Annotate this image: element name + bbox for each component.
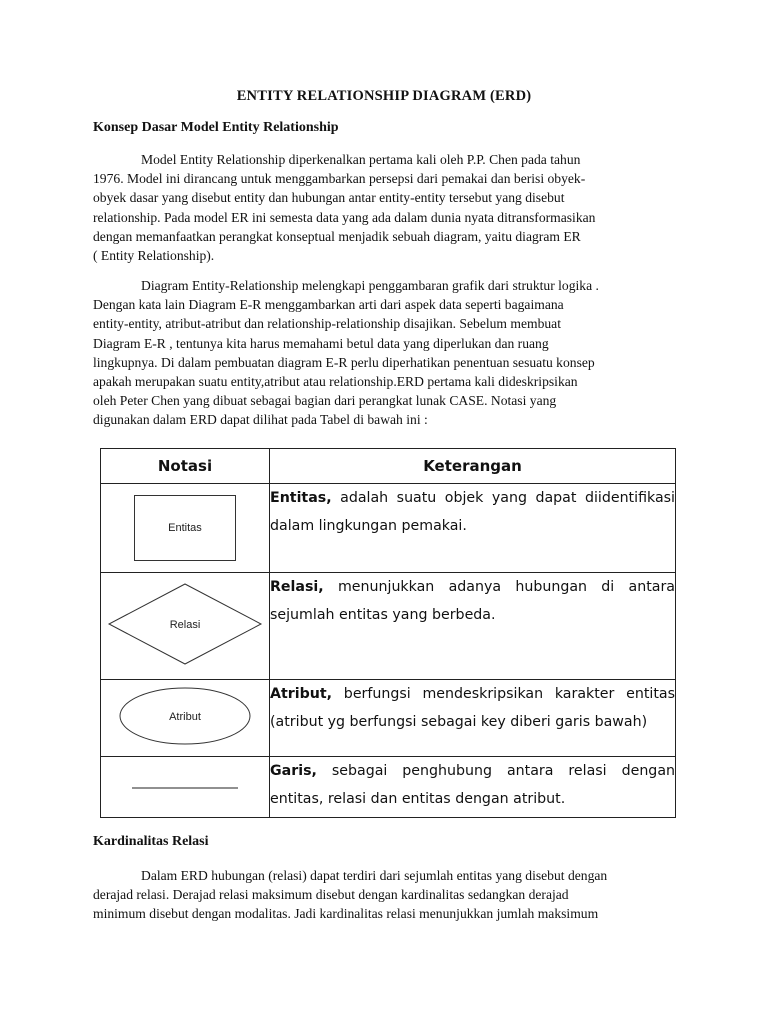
- paragraph-line: Diagram Entity-Relationship melengkapi penggambaran grafik dari struktur logika .: [141, 278, 599, 293]
- paragraph-line: ( Entity Relationship).: [93, 248, 215, 264]
- header-notasi: Notasi: [101, 449, 270, 484]
- term-relasi: Relasi,: [270, 579, 324, 595]
- table-header-row: [101, 449, 676, 484]
- paragraph-line: oleh Peter Chen yang dibuat sebagai bagian dari perangkat lunak CASE. Notasi yang: [93, 393, 557, 409]
- term-atribut: Atribut,: [270, 686, 333, 702]
- document-title: ENTITY RELATIONSHIP DIAGRAM (ERD): [236, 88, 532, 104]
- description-text: berfungsi mendeskripsikan karakter entitas (atribut yg berfungsi sebagai key diberi garis bawah): [270, 686, 675, 730]
- table-row: [101, 757, 676, 818]
- paragraph-3: [93, 866, 679, 924]
- paragraph-line: digunakan dalam ERD dapat dilihat pada Tabel di bawah ini :: [93, 412, 428, 428]
- paragraph-line: lingkupnya. Di dalam pembuatan diagram E-R perlu diperhatikan penentuan sesuatu konsep: [93, 354, 595, 370]
- paragraph-2: [93, 276, 679, 430]
- entity-rectangle-symbol: Entitas: [134, 495, 236, 561]
- paragraph-line: 1976. Model ini dirancang untuk menggambarkan persepsi dari pemakai dan berisi obyek-: [93, 171, 586, 187]
- symbol-cell: [101, 484, 270, 573]
- header-keterangan: Keterangan: [270, 449, 676, 484]
- paragraph-line: relationship. Pada model ER ini semesta data yang ada dalam dunia nyata ditransformasikan: [93, 209, 596, 225]
- attribute-ellipse-symbol: [118, 686, 252, 746]
- notation-table: [100, 448, 676, 818]
- paragraph-line: entity-entity, atribut-atribut dan relationship-relationship disajikan. Sebelum membuat: [93, 316, 561, 332]
- symbol-cell: [101, 757, 270, 818]
- section-heading-konsep: Konsep Dasar Model Entity Relationship: [93, 120, 339, 135]
- paragraph-line: Diagram E-R , tentunya kita harus memahami betul data yang diperlukan dan ruang: [93, 335, 549, 351]
- description-text: menunjukkan adanya hubungan di antara sejumlah entitas yang berbeda.: [270, 579, 675, 623]
- section-heading-kardinalitas: Kardinalitas Relasi: [93, 834, 209, 849]
- description-cell: [270, 484, 676, 573]
- paragraph-line: Dengan kata lain Diagram E-R menggambarkan arti dari aspek data seperti bagaimana: [93, 297, 564, 313]
- ellipse-label: Atribut: [169, 711, 201, 723]
- paragraph-line: apakah merupakan suatu entity,atribut atau relationship.ERD pertama kali dideskripsikan: [93, 374, 578, 390]
- paragraph-1: [93, 150, 679, 265]
- paragraph-line: Dalam ERD hubungan (relasi) dapat terdiri dari sejumlah entitas yang disebut dengan: [141, 868, 608, 883]
- description-cell: [270, 680, 676, 757]
- relation-diamond-symbol: [107, 582, 263, 666]
- paragraph-line: minimum disebut dengan modalitas. Jadi kardinalitas relasi menunjukkan jumlah maksimum: [93, 906, 599, 922]
- line-symbol: [130, 783, 240, 793]
- description-text: sebagai penghubung antara relasi dengan entitas, relasi dan entitas dengan atribut.: [270, 763, 675, 807]
- table-row: [101, 484, 676, 573]
- table-row: [101, 573, 676, 680]
- description-cell: [270, 573, 676, 680]
- paragraph-line: dengan memanfaatkan perangkat konseptual menjadik sebuah diagram, yaitu diagram ER: [93, 228, 581, 244]
- paragraph-line: derajad relasi. Derajad relasi maksimum disebut dengan kardinalitas sedangkan derajad: [93, 887, 569, 903]
- description-cell: [270, 757, 676, 818]
- symbol-cell: [101, 680, 270, 757]
- term-garis: Garis,: [270, 763, 317, 779]
- diamond-label: Relasi: [169, 619, 201, 631]
- symbol-cell: [101, 573, 270, 680]
- paragraph-line: obyek dasar yang disebut entity dan hubungan antar entity-entity tersebut yang disebut: [93, 190, 565, 206]
- paragraph-line: Model Entity Relationship diperkenalkan pertama kali oleh P.P. Chen pada tahun: [141, 152, 581, 167]
- table-row: [101, 680, 676, 757]
- description-text: adalah suatu objek yang dapat diidentifikasi dalam lingkungan pemakai.: [270, 490, 675, 534]
- term-entitas: Entitas,: [270, 490, 332, 506]
